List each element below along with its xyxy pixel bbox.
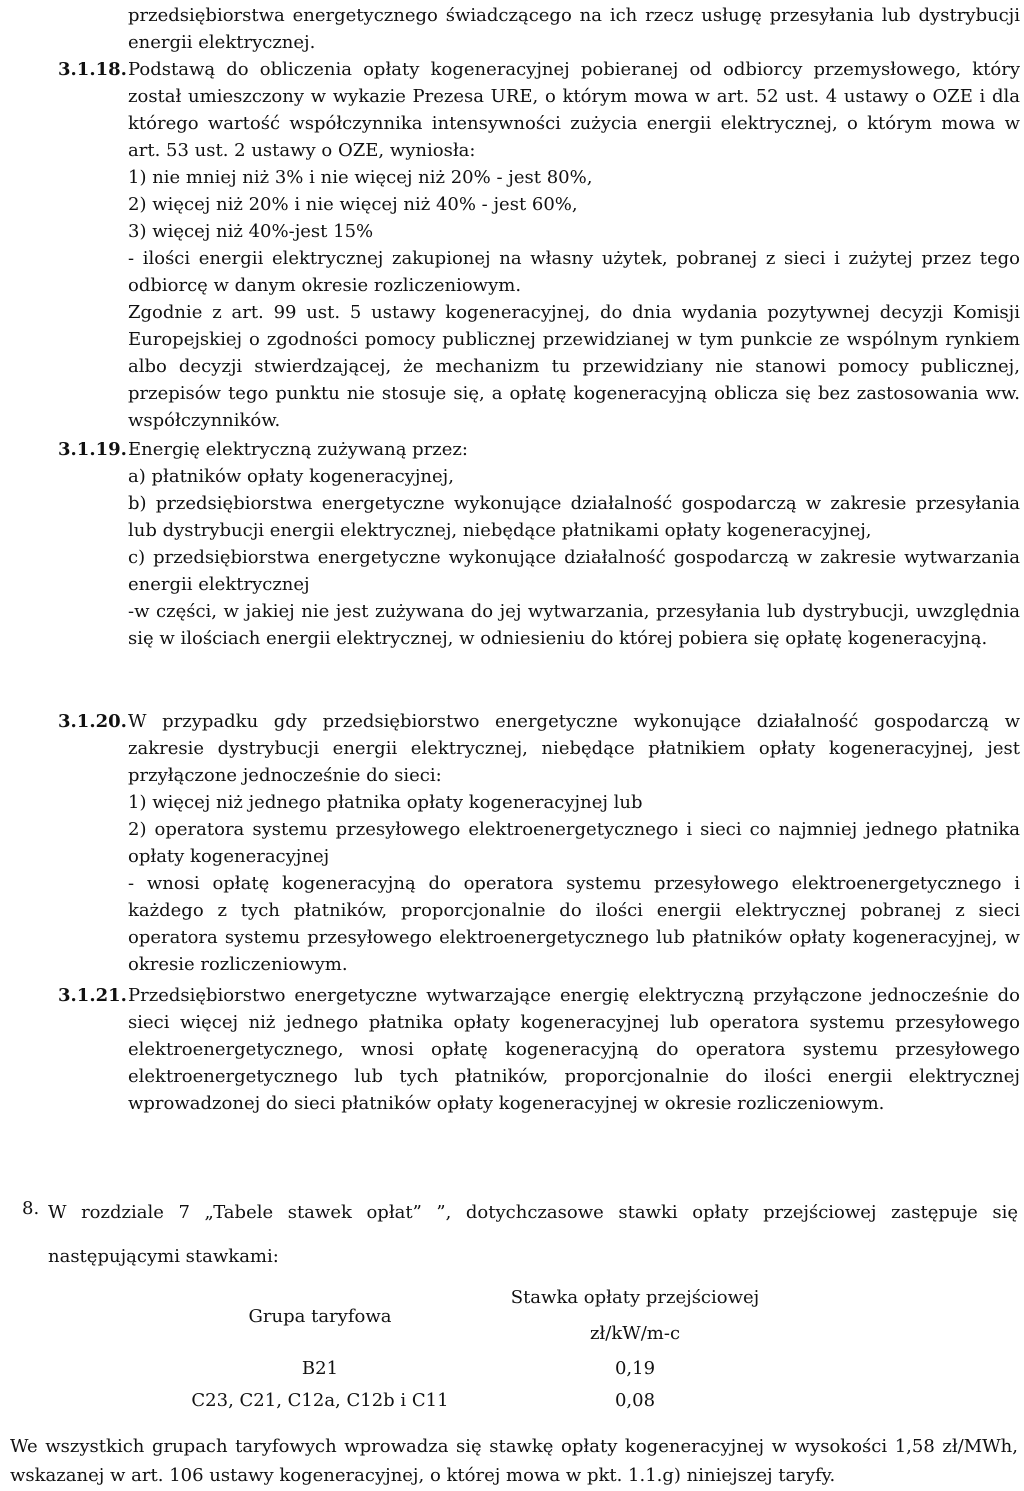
list-item: 1) więcej niż jednego płatnika opłaty kogeneracyjnej lub	[128, 792, 643, 813]
table-cell-rate: 0,08	[614, 1390, 656, 1411]
section-3-1-18-quantity-paragraph: - ilości energii elektrycznej zakupionej na własny użytek, pobranej z sieci i zużytej przez tego odbiorcę w danym okresie rozliczeniowym.	[128, 248, 1020, 296]
section-number-8: 8.	[22, 1198, 40, 1219]
section-number-3-1-20: 3.1.20.	[58, 711, 127, 732]
table-row	[150, 1352, 780, 1386]
list-item: 3) więcej niż 40%-jest 15%	[128, 221, 374, 242]
section-number-3-1-19: 3.1.19.	[58, 439, 127, 460]
column-header-rate	[490, 1280, 780, 1352]
rates-table	[150, 1280, 780, 1416]
table-cell-group: C23, C21, C12a, C12b i C11	[191, 1390, 449, 1411]
table-header-row	[150, 1280, 780, 1352]
closing-paragraph: We wszystkich grupach taryfowych wprowadza się stawkę opłaty kogeneracyjnej w wysokości 1,58 zł/MWh, wskazanej w art. 106 ustawy kogeneracyjnej, o której mowa w pkt. 1.1.g) niniejszej taryfy.	[10, 1436, 1018, 1486]
column-header-tariff-group: Grupa taryfowa	[248, 1305, 392, 1327]
column-header-rate-title: Stawka opłaty przejściowej	[510, 1287, 760, 1308]
list-item: 2) operatora systemu przesyłowego elektroenergetycznego i sieci co najmniej jednego płatnika opłaty kogeneracyjnej	[128, 819, 1020, 867]
section-3-1-19-closing-paragraph: -w części, w jakiej nie jest zużywana do jej wytwarzania, przesyłania lub dystrybucji, uwzględnia się w ilościach energii elektrycznej, w odniesieniu do której pobiera się opłatę kogeneracyjną.	[128, 601, 1020, 649]
section-3-1-18-note-paragraph: Zgodnie z art. 99 ust. 5 ustawy kogeneracyjnej, do dnia wydania pozytywnej decyzji Komisji Europejskiej o zgodności pomocy publicznej przewidzianej w tym punkcie ze wspólnym rynkiem albo decyzji stwierdzającej, że mechanizm tu przewidziany nie stanowi pomocy publicznej, przepisów tego punktu nie stosuje się, a opłatę kogeneracyjną oblicza się bez zastosowania ww. współczynników.	[128, 302, 1020, 431]
list-item: 1) nie mniej niż 3% i nie więcej niż 20% - jest 80%,	[128, 167, 593, 188]
section-8-paragraph: W rozdziale 7 „Tabele stawek opłat” ”, dotychczasowe stawki opłaty przejściowej zastępuje się następującymi stawkami:	[48, 1202, 1018, 1267]
list-item: b) przedsiębiorstwa energetyczne wykonujące działalność gospodarczą w zakresie przesyłania lub dystrybucji energii elektrycznej, niebędące płatnikami opłaty kogeneracyjnej,	[128, 493, 1020, 541]
section-3-1-18	[128, 56, 1020, 434]
column-header-rate-unit: zł/kW/m-c	[589, 1323, 681, 1344]
section-number-3-1-18: 3.1.18.	[58, 59, 127, 80]
table-cell-group: B21	[301, 1358, 339, 1379]
section-3-1-20	[128, 708, 1020, 978]
section-3-1-18-paragraph: Podstawą do obliczenia opłaty kogeneracyjnej pobieranej od odbiorcy przemysłowego, który został umieszczony w wykazie Prezesa URE, o którym mowa w art. 52 ust. 4 ustawy o OZE i dla którego wartość współczynnika intensywności zużycia energii elektrycznej, o którym mowa w art. 53 ust. 2 ustawy o OZE, wyniosła:	[128, 59, 1020, 161]
intro-paragraph: przedsiębiorstwa energetycznego świadczącego na ich rzecz usługę przesyłania lub dystrybucji energii elektrycznej.	[128, 5, 1020, 53]
section-3-1-19-paragraph: Energię elektryczną zużywaną przez:	[128, 439, 468, 460]
section-3-1-20-paragraph: W przypadku gdy przedsiębiorstwo energetyczne wykonujące działalność gospodarczą w zakresie dystrybucji energii elektrycznej, niebędące płatnikiem opłaty kogeneracyjnej, jest przyłączone jednocześnie do sieci:	[128, 711, 1020, 786]
table-cell-rate: 0,19	[614, 1358, 656, 1379]
section-3-1-19	[128, 436, 1020, 652]
section-3-1-20-closing-paragraph: - wnosi opłatę kogeneracyjną do operatora systemu przesyłowego elektroenergetycznego i każdego z tych płatników, proporcjonalnie do ilości energii elektrycznej pobranej z sieci operatora systemu przesyłowego elektroenergetycznego lub płatników opłaty kogeneracyjnej, w okresie rozliczeniowym.	[128, 873, 1020, 975]
section-number-3-1-21: 3.1.21.	[58, 985, 127, 1006]
section-3-1-21-paragraph: Przedsiębiorstwo energetyczne wytwarzające energię elektryczną przyłączone jednocześnie do sieci więcej niż jednego płatnika opłaty kogeneracyjnej lub operatora systemu przesyłowego elektroenergetycznego, wnosi opłatę kogeneracyjną do operatora systemu przesyłowego elektroenergetycznego lub tych płatników, proporcjonalnie do ilości energii elektrycznej wprowadzonej do sieci płatników opłaty kogeneracyjnej w okresie rozliczeniowym.	[128, 985, 1020, 1114]
list-item: a) płatników opłaty kogeneracyjnej,	[128, 466, 454, 487]
table-row	[150, 1386, 780, 1416]
list-item: 2) więcej niż 20% i nie więcej niż 40% - jest 60%,	[128, 194, 578, 215]
list-item: c) przedsiębiorstwa energetyczne wykonujące działalność gospodarczą w zakresie wytwarzania energii elektrycznej	[128, 547, 1020, 595]
